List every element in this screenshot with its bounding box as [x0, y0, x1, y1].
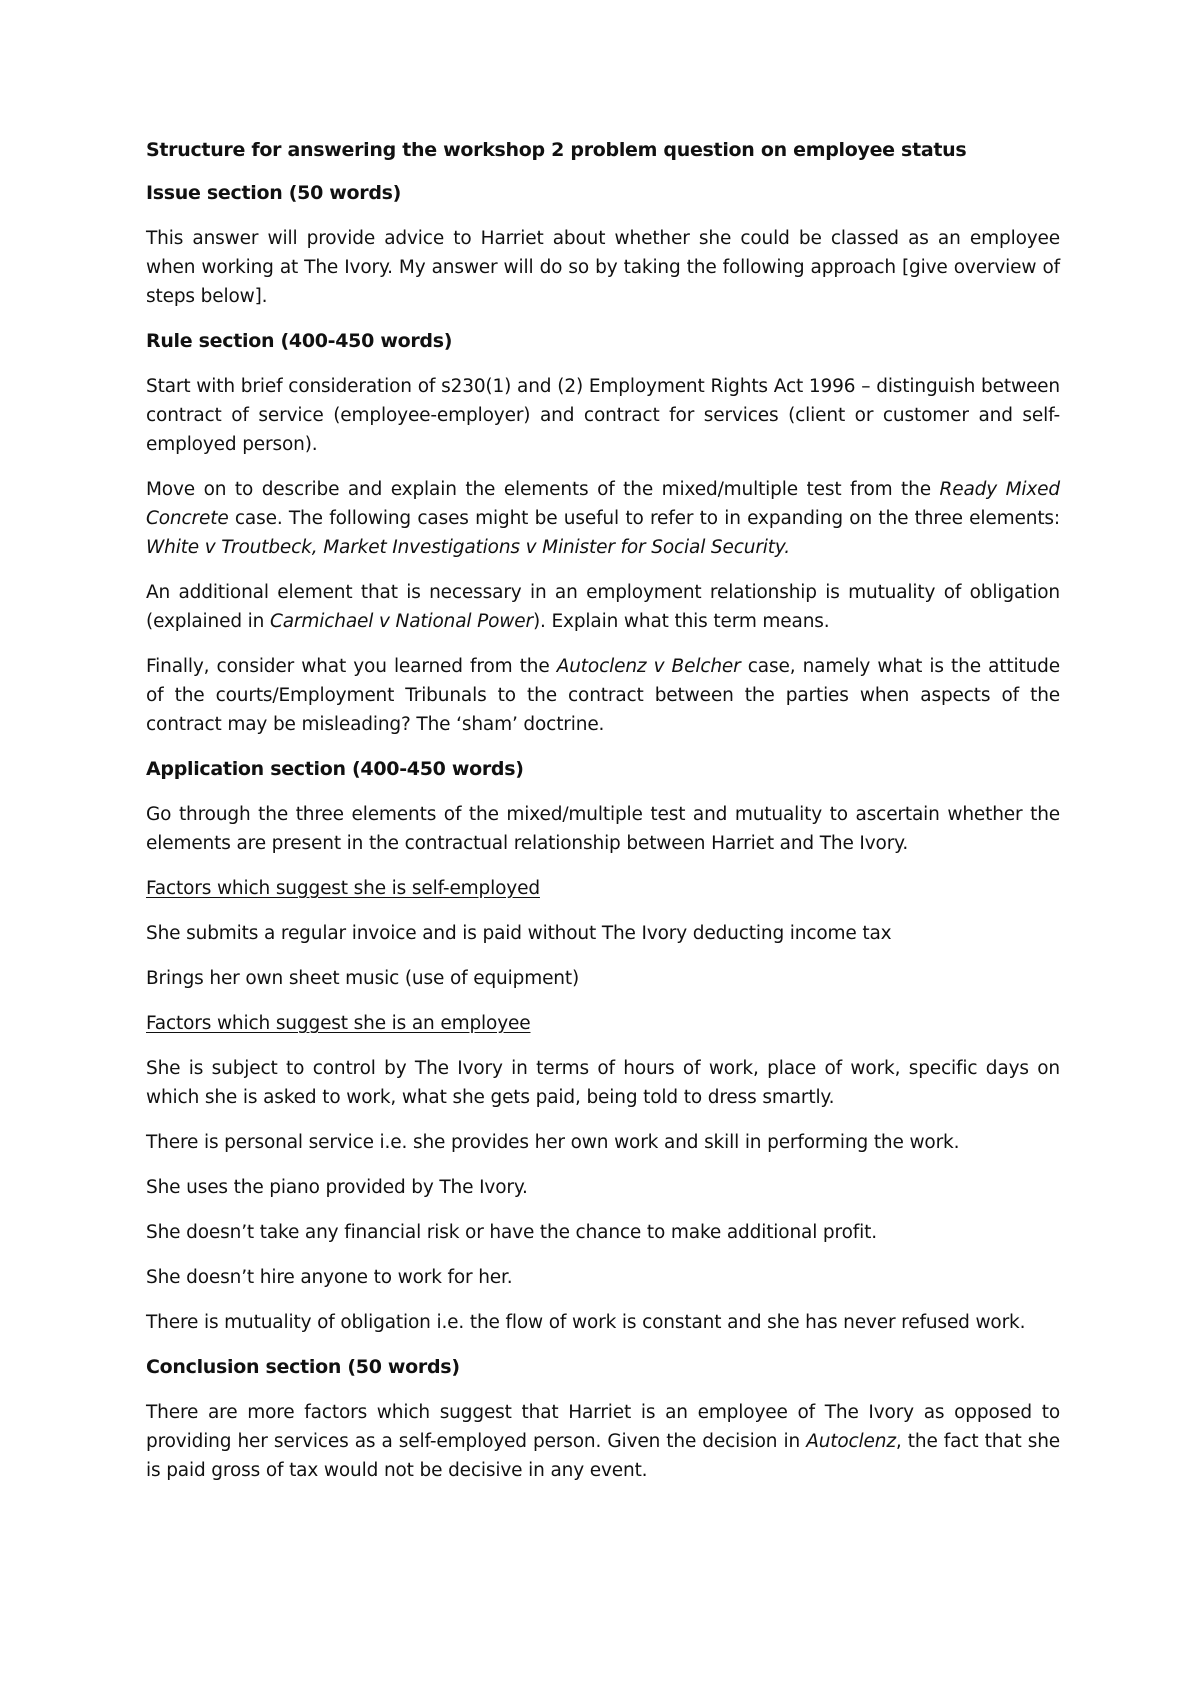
text-run: Finally, consider what you learned from the	[146, 656, 557, 677]
self-employed-factor: She submits a regular invoice and is paid without The Ivory deducting income tax	[146, 923, 892, 944]
self-employed-subheading: Factors which suggest she is self-employed	[146, 878, 540, 899]
text-run: ,	[311, 537, 324, 558]
application-heading: Application section (400-450 words)	[146, 758, 524, 780]
employee-factor: There is personal service i.e. she provides her own work and skill in performing the work.	[146, 1132, 960, 1153]
case-name: White v Troutbeck	[146, 537, 312, 558]
employee-factor: She uses the piano provided by The Ivory.	[146, 1177, 528, 1198]
employee-factor: There is mutuality of obligation i.e. the flow of work is constant and she has never refused work.	[146, 1312, 1026, 1333]
issue-paragraph: This answer will provide advice to Harriet about whether she could be classed as an employee when working at The Ivory. My answer will do so by taking the following approach [give overview of steps below].	[146, 228, 1060, 307]
text-run: There are more factors which suggest that Harriet is an employee of The Ivory as opposed to providing her services as a self-employed person. Given the decision in	[146, 1402, 1060, 1452]
rule-paragraph-2	[146, 475, 1060, 562]
rule-heading: Rule section (400-450 words)	[146, 330, 453, 352]
text-run: , the fact that she is paid gross of tax would not be decisive in any event.	[146, 1431, 1060, 1481]
conclusion-paragraph	[146, 1398, 1060, 1485]
case-name: Market Investigations v Minister for Social Security.	[323, 537, 790, 558]
text-run: case, namely what is the attitude of the courts/Employment Tribunals to the contract between the parties when aspects of the contract may be misleading? The ‘sham’ doctrine.	[146, 656, 1060, 735]
self-employed-factor: Brings her own sheet music (use of equipment)	[146, 968, 580, 989]
text-run: Move on to describe and explain the elements of the mixed/multiple test from the	[146, 479, 940, 500]
rule-paragraph-1: Start with brief consideration of s230(1) and (2) Employment Rights Act 1996 – distinguish between contract of service (employee-employer) and contract for services (client or customer and self-employed person).	[146, 376, 1060, 455]
text-run: ). Explain what this term means.	[532, 611, 830, 632]
employee-factor: She doesn’t hire anyone to work for her.	[146, 1267, 513, 1288]
rule-paragraph-4	[146, 652, 1060, 739]
case-name: Ready Mixed Concrete	[146, 479, 1061, 529]
text-run: An additional element that is necessary in an employment relationship is mutuality of obligation (explained in	[146, 582, 1060, 632]
application-intro: Go through the three elements of the mixed/multiple test and mutuality to ascertain whether the elements are present in the contractual relationship between Harriet and The Ivory.	[146, 804, 1060, 854]
conclusion-heading: Conclusion section (50 words)	[146, 1356, 460, 1378]
employee-factor: She doesn’t take any financial risk or have the chance to make additional profit.	[146, 1222, 877, 1243]
document-page	[146, 136, 1060, 1501]
document-title: Structure for answering the workshop 2 problem question on employee status	[146, 139, 967, 161]
case-name: Autoclenz	[806, 1431, 896, 1452]
employee-subheading: Factors which suggest she is an employee	[146, 1013, 531, 1034]
rule-paragraph-3	[146, 578, 1060, 636]
case-name: Carmichael v National Power	[269, 611, 533, 632]
employee-factor: She is subject to control by The Ivory in terms of hours of work, place of work, specific days on which she is asked to work, what she gets paid, being told to dress smartly.	[146, 1058, 1060, 1108]
issue-heading: Issue section (50 words)	[146, 182, 402, 204]
text-run: case. The following cases might be useful to refer to in expanding on the three elements:	[228, 508, 1060, 529]
case-name: Autoclenz v Belcher	[556, 656, 741, 677]
